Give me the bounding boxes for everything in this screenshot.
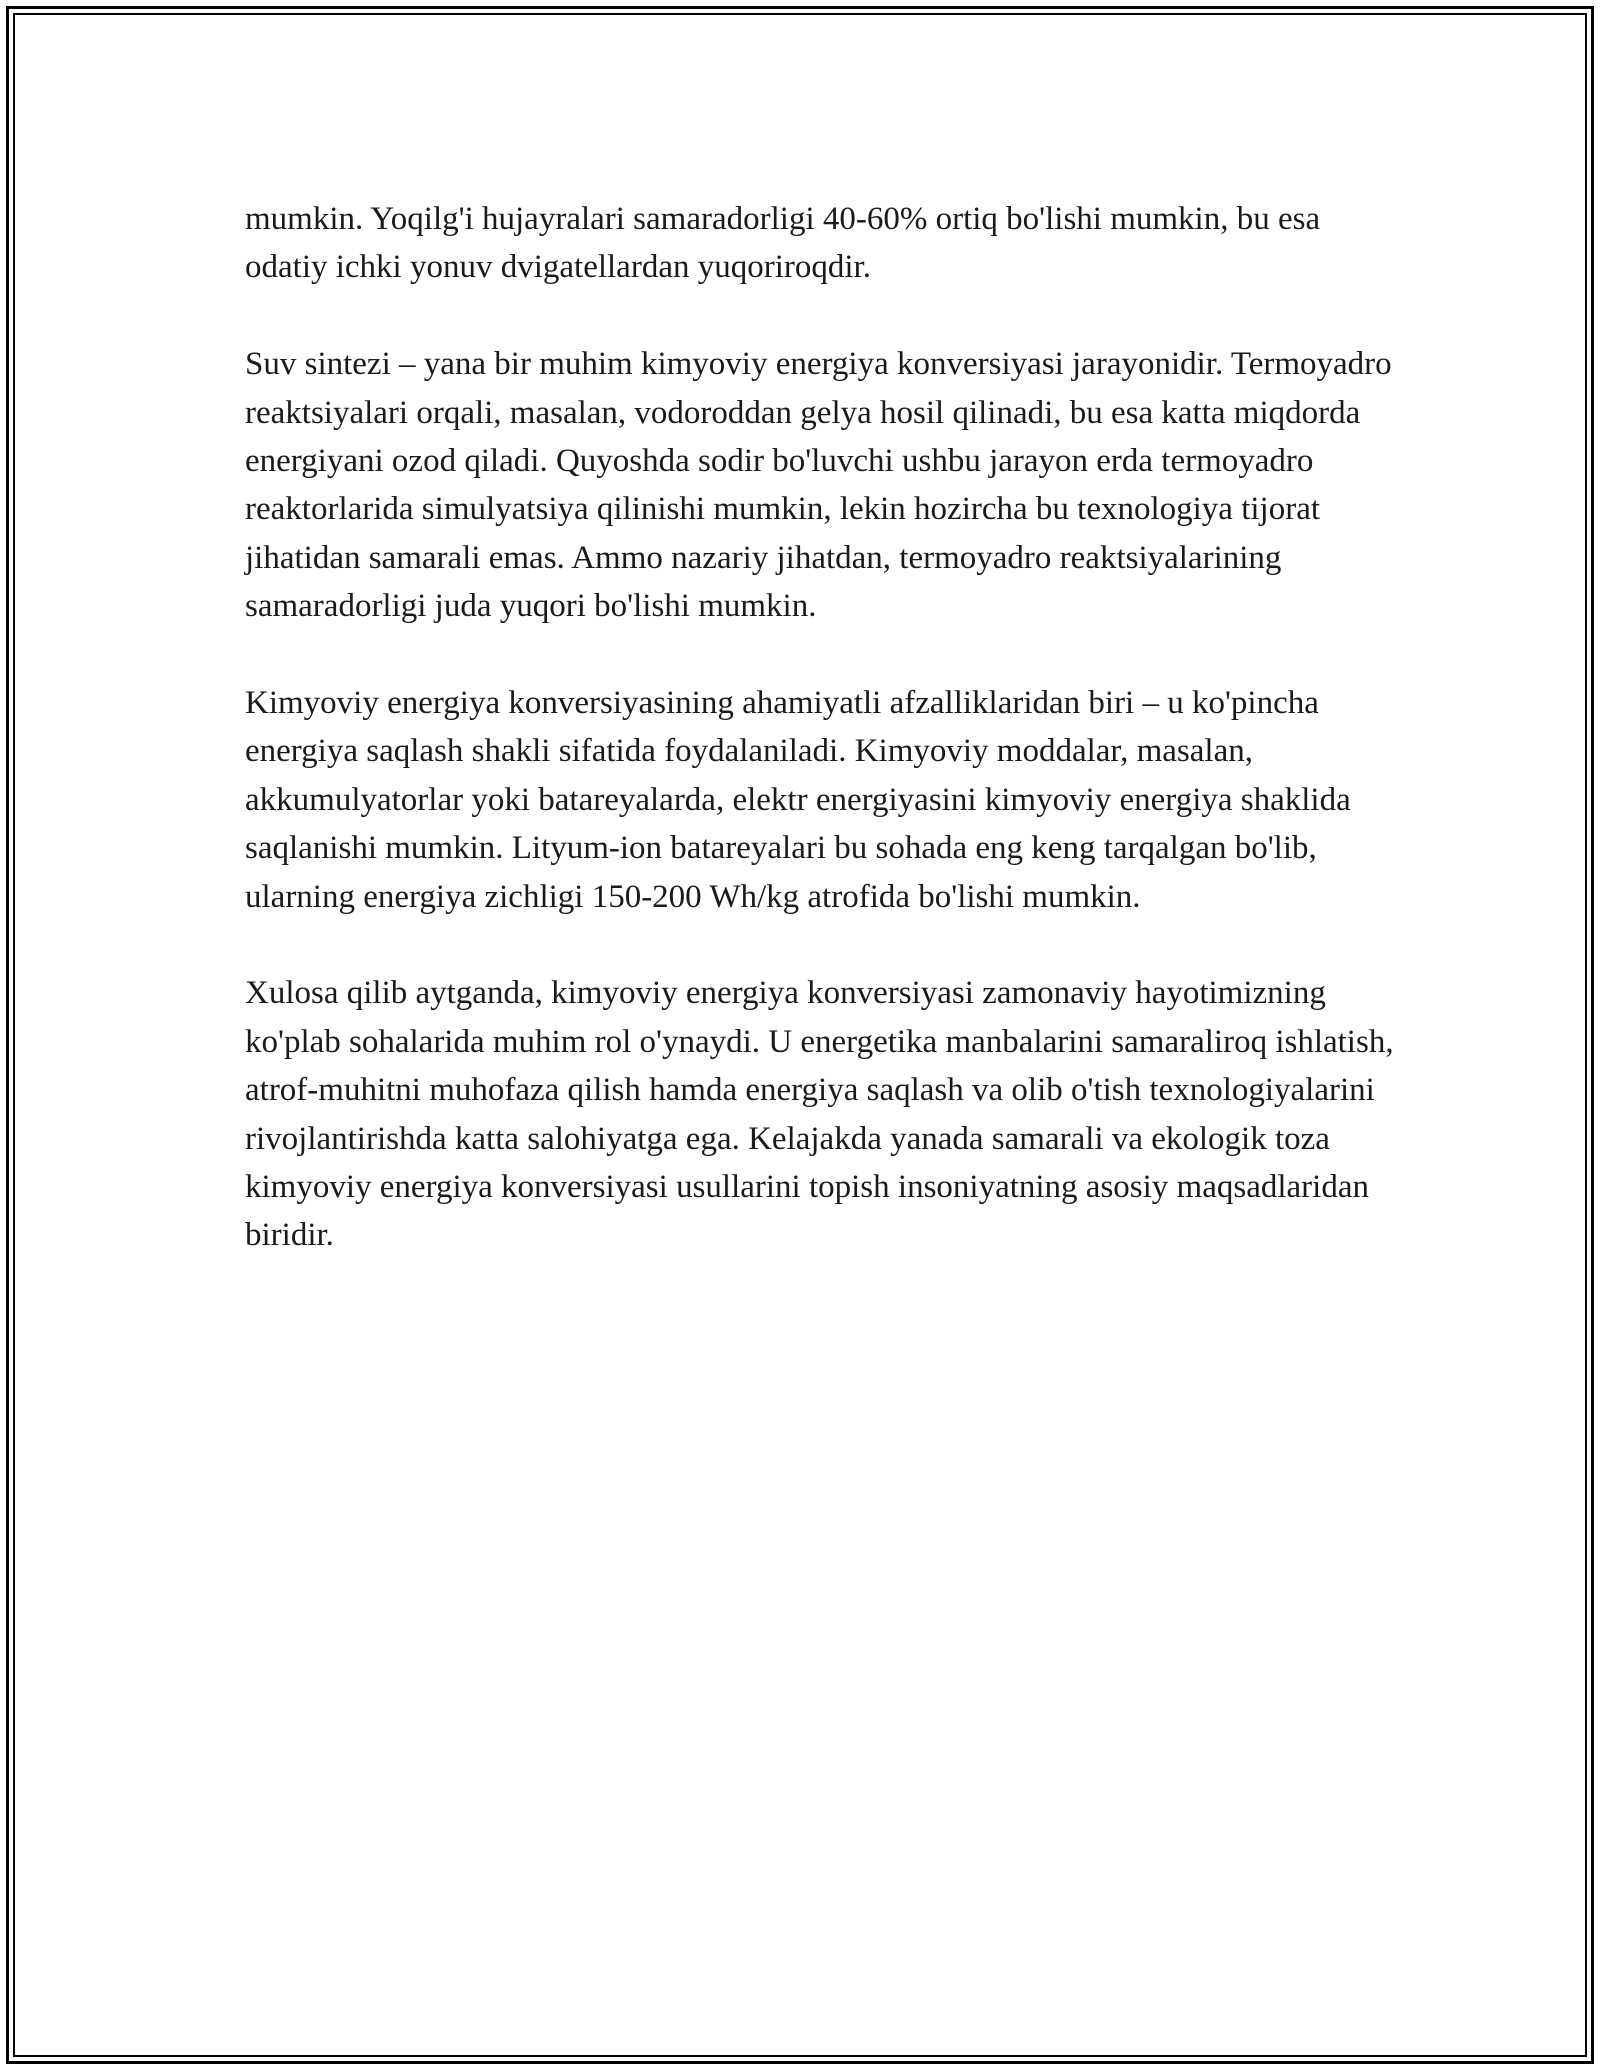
paragraph-fusion-synthesis: Suv sintezi – yana bir muhim kimyoviy energiya konversiyasi jarayonidir. Termoyadro reaktsiyalari orqali, masalan, vodoroddan gelya hosil qilinadi, bu esa katta miqdorda energiyani ozod qiladi. Quyoshda sodir bo'luvchi ushbu jarayon erda termoyadro reaktorlarida simulyatsiya qilinishi mumkin, lekin hozircha bu texnologiya tijorat jihatidan samarali emas. Ammo nazariy jihatdan, termoyadro reaktsiyalarining samaradorligi juda yuqori bo'lishi mumkin. [245, 346, 1392, 625]
document-body [245, 195, 1405, 1308]
page-frame [6, 6, 1594, 2064]
paragraph-fuel-cell-efficiency: mumkin. Yoqilg'i hujayralari samaradorligi 40-60% ortiq bo'lishi mumkin, bu esa odatiy ichki yonuv dvigatellardan yuqoriroqdir. [245, 201, 1321, 286]
paragraph-conclusion: Xulosa qilib aytganda, kimyoviy energiya konversiyasi zamonaviy hayotimizning ko'plab sohalarida muhim rol o'ynaydi. U energetika manbalarini samaraliroq ishlatish, atrof-muhitni muhofaza qilish hamda energiya saqlash va olib o'tish texnologiyalarini rivojlantirishda katta salohiyatga ega. Kelajakda yanada samarali va ekologik toza kimyoviy energiya konversiyasi usullarini topish insoniyatning asosiy maqsadlaridan biridir. [245, 975, 1394, 1254]
paragraph-energy-storage: Kimyoviy energiya konversiyasining ahamiyatli afzalliklaridan biri – u ko'pincha energiya saqlash shakli sifatida foydalaniladi. Kimyoviy moddalar, masalan, akkumulyatorlar yoki batareyalarda, elektr energiyasini kimyoviy energiya shaklida saqlanishi mumkin. Lityum-ion batareyalari bu sohada eng keng tarqalgan bo'lib, ularning energiya zichligi 150-200 Wh/kg atrofida bo'lishi mumkin. [245, 685, 1351, 915]
